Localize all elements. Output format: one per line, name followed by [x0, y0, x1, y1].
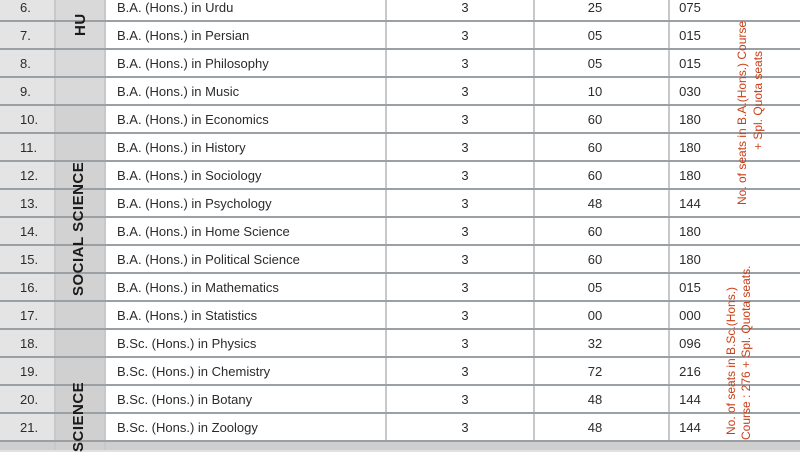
total-seats: 144 — [679, 392, 701, 407]
table-row — [0, 302, 800, 328]
total-seats: 144 — [679, 196, 701, 211]
serial-number: 13. — [20, 196, 39, 211]
course-name: B.A. (Hons.) in Philosophy — [117, 56, 269, 71]
course-duration: 3 — [461, 168, 469, 183]
table-row — [0, 218, 800, 244]
seat-count: 05 — [587, 280, 603, 295]
serial-number: 15. — [20, 252, 39, 267]
course-duration: 3 — [461, 28, 469, 43]
course-name: B.Sc. (Hons.) in Chemistry — [117, 364, 271, 379]
course-duration: 3 — [461, 420, 469, 435]
serial-number: 7. — [20, 28, 31, 43]
course-name: B.A. (Hons.) in Home Science — [117, 224, 290, 239]
total-seats: 096 — [679, 336, 701, 351]
total-seats: 180 — [679, 252, 701, 267]
serial-number: 6. — [20, 0, 31, 15]
course-name: B.Sc. (Hons.) in Botany — [117, 392, 253, 407]
serial-number: 17. — [20, 308, 39, 323]
course-name: B.A. (Hons.) in Psychology — [117, 196, 272, 211]
seat-count: 05 — [587, 56, 603, 71]
seat-count: 00 — [587, 308, 603, 323]
total-seats: 216 — [679, 364, 701, 379]
serial-number: 20. — [20, 392, 39, 407]
seat-count: 60 — [587, 252, 603, 267]
table-row — [0, 246, 800, 272]
course-name: B.A. (Hons.) in Sociology — [117, 168, 262, 183]
total-seats: 180 — [679, 224, 701, 239]
course-duration: 3 — [461, 224, 469, 239]
course-name: B.A. (Hons.) in Statistics — [117, 308, 258, 323]
seat-count: 60 — [587, 224, 603, 239]
course-duration: 3 — [461, 336, 469, 351]
course-name: B.A. (Hons.) in Urdu — [117, 0, 234, 15]
table-row — [0, 22, 800, 48]
course-duration: 3 — [461, 196, 469, 211]
serial-number: 16. — [20, 280, 39, 295]
table-row — [0, 330, 800, 356]
bsc-seat-note-line2: Course : 276 + Spl. Quota seats. — [739, 265, 753, 440]
course-name: B.A. (Hons.) in Economics — [117, 112, 269, 127]
serial-number: 21. — [20, 420, 39, 435]
course-name: B.A. (Hons.) in Persian — [117, 28, 250, 43]
table-row — [0, 162, 800, 188]
serial-number: 11. — [20, 140, 38, 155]
total-seats: 180 — [679, 112, 701, 127]
total-seats: 180 — [679, 168, 701, 183]
table-row — [0, 106, 800, 132]
course-duration: 3 — [461, 252, 469, 267]
course-duration: 3 — [461, 112, 469, 127]
serial-number: 19. — [20, 364, 39, 379]
course-duration: 3 — [461, 140, 469, 155]
table-row — [0, 50, 800, 76]
ba-seat-note-line1: No. of seats in B.A.(Hons.) Course — [735, 20, 749, 205]
ba-seat-note-line2: + Spl. Quota seats — [751, 50, 765, 150]
total-seats: 180 — [679, 140, 701, 155]
serial-number: 9. — [20, 84, 31, 99]
section-label-social-science: SOCIAL SCIENCE — [70, 161, 87, 296]
course-name: B.Sc. (Hons.) in Zoology — [117, 420, 258, 435]
serial-number: 14. — [20, 224, 39, 239]
course-duration: 3 — [461, 280, 469, 295]
table-row — [0, 274, 800, 300]
seat-count: 05 — [587, 28, 603, 43]
course-name: B.A. (Hons.) in Political Science — [117, 252, 300, 267]
seat-count: 60 — [587, 112, 603, 127]
course-duration: 3 — [461, 84, 469, 99]
total-seats: 000 — [679, 308, 701, 323]
table-row — [0, 358, 800, 384]
seat-count: 48 — [587, 392, 603, 407]
seat-count: 25 — [587, 0, 603, 15]
seat-count: 60 — [587, 168, 603, 183]
table-row — [0, 190, 800, 216]
total-seats: 144 — [679, 420, 701, 435]
serial-number: 10. — [20, 112, 39, 127]
course-name: B.A. (Hons.) in Music — [117, 84, 240, 99]
course-name: B.A. (Hons.) in History — [117, 140, 246, 155]
seat-count: 48 — [587, 420, 603, 435]
bsc-seat-note-line1: No. of seats in B.Sc.(Hons.) — [724, 286, 738, 435]
course-duration: 3 — [461, 392, 469, 407]
seat-count: 10 — [587, 84, 603, 99]
table-row — [0, 0, 800, 20]
seat-count: 32 — [587, 336, 603, 351]
section-label-humanities: HU — [72, 13, 89, 36]
seat-count: 60 — [587, 140, 603, 155]
serial-number: 18. — [20, 336, 39, 351]
total-seats: 015 — [679, 28, 701, 43]
course-duration: 3 — [461, 364, 469, 379]
table-row — [0, 134, 800, 160]
total-seats: 015 — [679, 280, 701, 295]
course-name: B.A. (Hons.) in Mathematics — [117, 280, 279, 295]
serial-number: 8. — [20, 56, 31, 71]
course-duration: 3 — [461, 308, 469, 323]
table-row — [0, 78, 800, 104]
seat-count: 72 — [587, 364, 603, 379]
total-seats: 030 — [679, 84, 701, 99]
total-seats: 015 — [679, 56, 701, 71]
seat-count: 48 — [587, 196, 603, 211]
table-row — [0, 414, 800, 440]
table-row — [0, 386, 800, 412]
total-seats: 075 — [679, 0, 701, 15]
serial-number: 12. — [20, 168, 39, 183]
course-name: B.Sc. (Hons.) in Physics — [117, 336, 257, 351]
course-duration: 3 — [461, 56, 469, 71]
section-label-science: SCIENCE — [70, 381, 87, 452]
course-duration: 3 — [461, 0, 469, 15]
